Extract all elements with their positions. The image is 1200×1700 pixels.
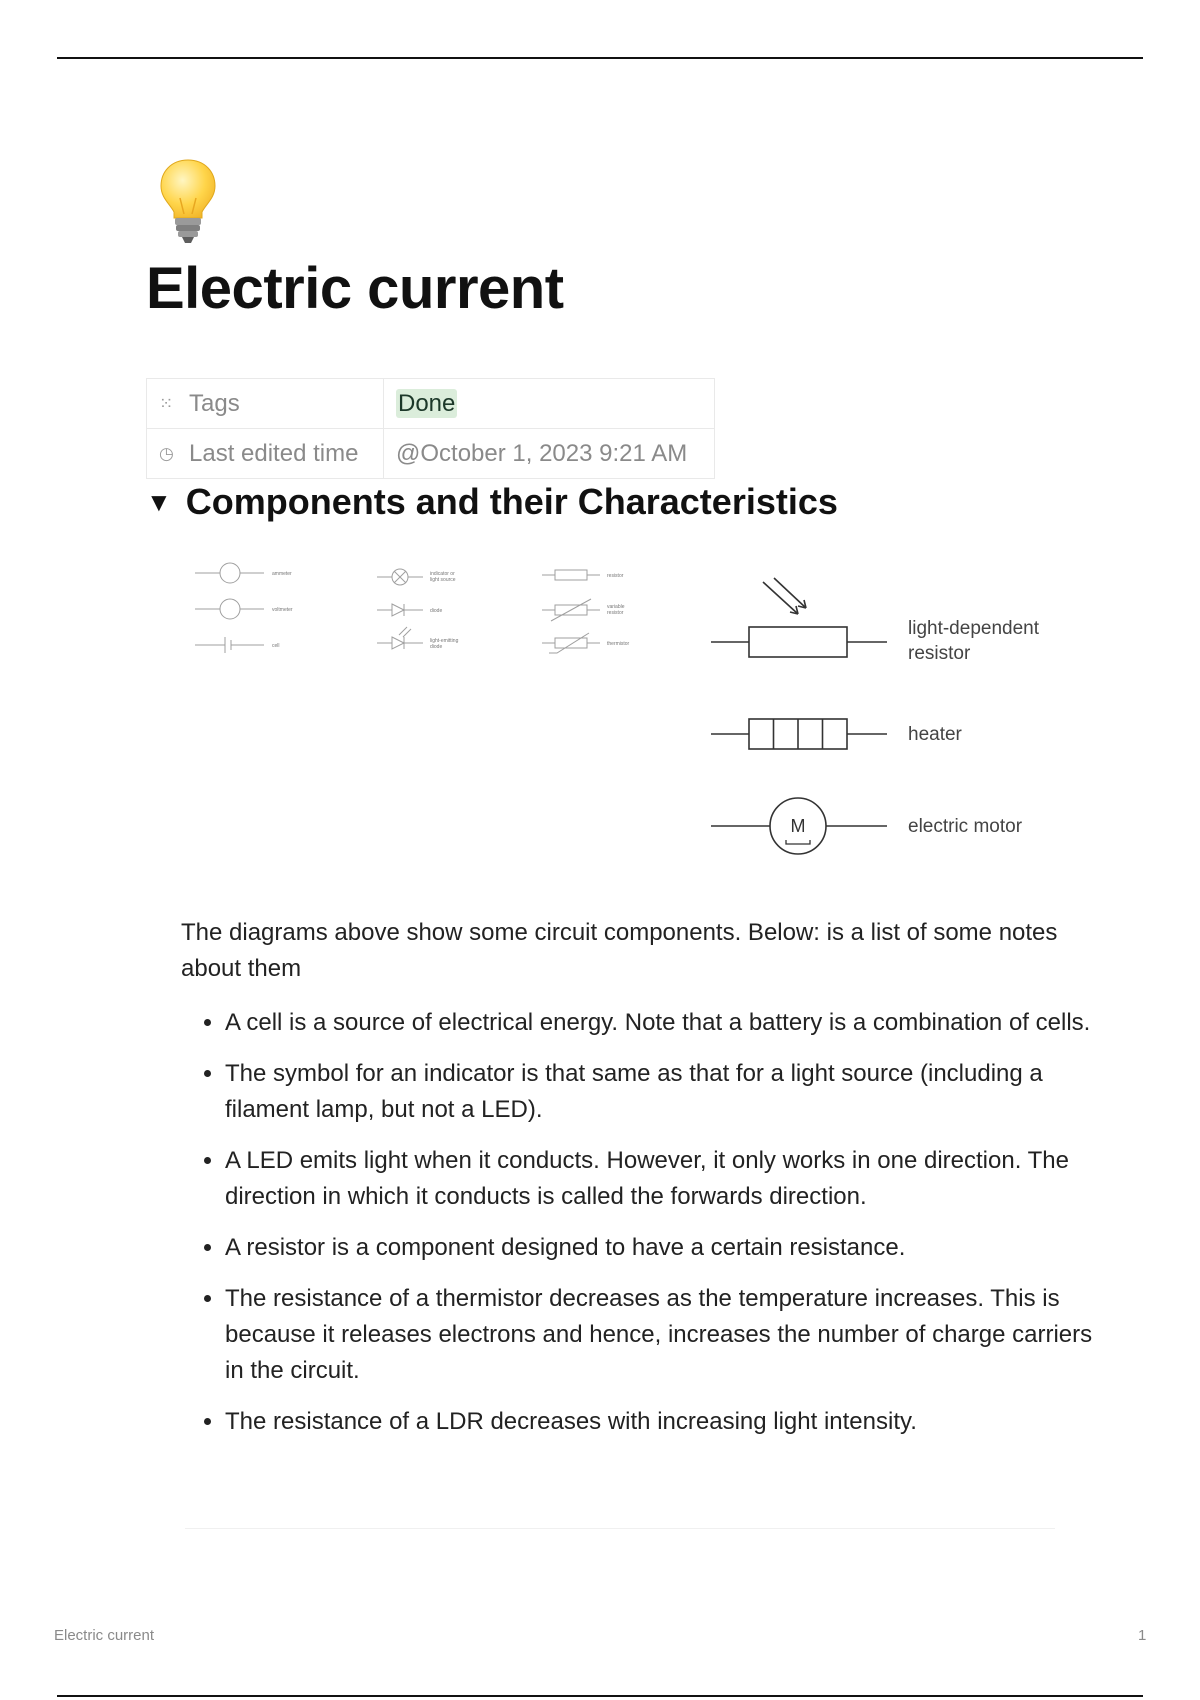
ldr-arrow-2 [774, 578, 806, 608]
lightbulb-icon [158, 158, 218, 246]
list-item: • The resistance of a LDR decreases with increasing light intensity. [225, 1404, 1105, 1440]
list-item: • The resistance of a thermistor decreases as the temperature increases. This is because it releases electrons and hence, increases the number of charge carriers in the circuit. [225, 1281, 1105, 1389]
motor-symbol-letter: M [790, 816, 806, 836]
large-components-diagram [706, 568, 1086, 868]
heater-label: heater [908, 724, 962, 745]
svg-text:variable: variable [607, 604, 625, 610]
svg-text:thermistor: thermistor [607, 641, 630, 647]
status-tag[interactable]: Done [398, 389, 456, 417]
ldr-arrow-1 [763, 582, 798, 614]
properties-table [146, 378, 715, 479]
intro-paragraph: The diagrams above show some circuit components. Below: is a list of some notes about them [181, 919, 1058, 982]
property-value-cell[interactable] [384, 379, 715, 429]
svg-text:light source: light source [430, 577, 456, 583]
list-item: • A cell is a source of electrical energy. Note that a battery is a combination of cells. [225, 1005, 1105, 1041]
svg-text:resistor: resistor [607, 573, 624, 579]
svg-text:cell: cell [272, 643, 280, 649]
toggle-triangle-icon[interactable]: ▼ [146, 486, 172, 517]
svg-text:voltmeter: voltmeter [272, 607, 293, 613]
svg-text:diode: diode [430, 608, 443, 614]
page-title: Electric current [146, 256, 564, 321]
toggle-heading-text: Components and their Characteristics [185, 481, 838, 522]
property-row-tags[interactable] [147, 379, 715, 429]
notes-list [181, 1005, 1105, 1455]
property-name: Last edited time [189, 439, 359, 467]
motor-label: electric motor [908, 816, 1023, 837]
svg-text:indicator or: indicator or [430, 571, 455, 577]
page-top-rule [57, 57, 1143, 59]
svg-text:ammeter: ammeter [272, 571, 292, 577]
list-item: • A resistor is a component designed to have a certain resistance. [225, 1230, 1105, 1266]
svg-text:diode: diode [430, 644, 443, 650]
tags-icon: ⁙ [159, 394, 174, 414]
property-name: Tags [189, 389, 240, 417]
ldr-label-line1: light-dependent [908, 618, 1039, 639]
property-name-cell [147, 429, 384, 479]
property-value-cell [384, 429, 715, 479]
content-divider [185, 1528, 1055, 1529]
clock-icon: ◷ [159, 444, 174, 464]
footer-page-number: 1 [1138, 1627, 1147, 1644]
footer-title: Electric current [54, 1627, 155, 1644]
property-name-cell [147, 379, 384, 429]
ldr-label-line2: resistor [908, 643, 971, 664]
svg-text:light-emitting: light-emitting [430, 638, 459, 644]
list-item: • A LED emits light when it conducts. However, it only works in one direction. The direction in which it conducts is called the forwards direction. [225, 1143, 1105, 1215]
ldr-body [749, 627, 847, 657]
property-row-last-edited[interactable] [147, 429, 715, 479]
component-symbols-image [187, 555, 657, 665]
toggle-heading[interactable] [146, 481, 838, 523]
page-bottom-rule [57, 1695, 1143, 1697]
list-item: • The symbol for an indicator is that same as that for a light source (including a filament lamp, but not a LED). [225, 1056, 1105, 1128]
last-edited-value: @October 1, 2023 9:21 AM [396, 439, 688, 467]
svg-text:resistor: resistor [607, 610, 624, 616]
